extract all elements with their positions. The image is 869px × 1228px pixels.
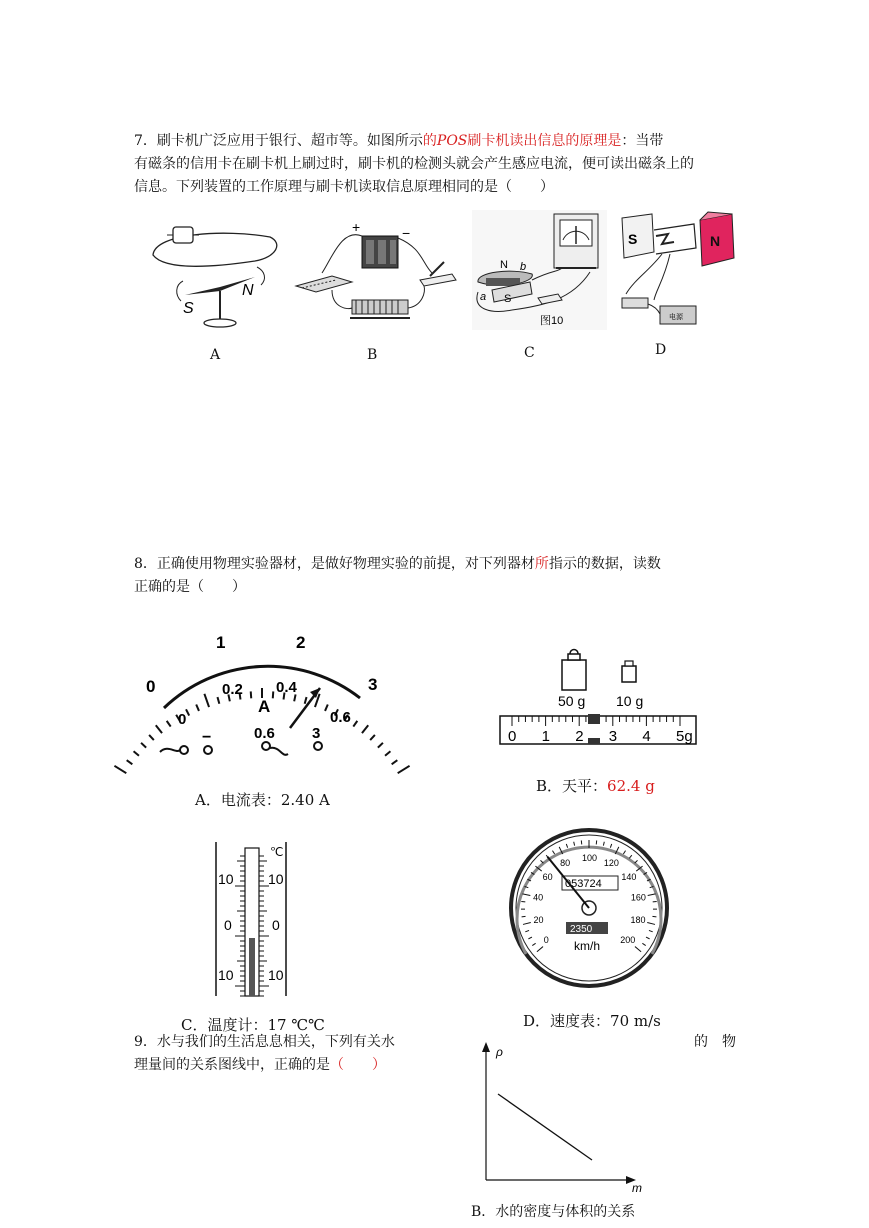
balance-scale-5: 5g xyxy=(676,728,693,745)
q7-option-b: B xyxy=(367,347,378,363)
ammeter-terminal-06: 0.6 xyxy=(254,725,275,742)
speed-num-3: 60 xyxy=(542,872,553,883)
balance-scale-4: 4 xyxy=(642,728,651,745)
speed-num-2: 40 xyxy=(533,892,544,903)
ammeter-answer: A．电流表：2.40 A xyxy=(195,791,330,809)
q7-line-1: 7．刷卡机广泛应用于银行、超市等。如图所示的POS刷卡机读出信息的原理是：当带 xyxy=(134,133,664,149)
q7-figure-b xyxy=(292,218,462,330)
ammeter-bottom-0: 0 xyxy=(178,711,187,728)
q7-line-3: 信息。下列装置的工作原理与刷卡机读取信息原理相同的是（ ） xyxy=(134,179,554,195)
ammeter-top-3: 3 xyxy=(368,675,378,694)
speedometer-figure xyxy=(508,826,670,990)
speed-num-6: 120 xyxy=(603,858,619,869)
ammeter-top-0: 0 xyxy=(146,677,156,696)
q9-line-1: 9．水与我们的生活息息相关，下列有关水 xyxy=(134,1034,395,1050)
q7-figure-d-source: 电源 xyxy=(669,314,683,321)
balance-scale-0: 0 xyxy=(508,728,517,745)
q7-figure-d-s: S xyxy=(628,231,638,247)
speed-num-8: 160 xyxy=(630,892,646,903)
q7-line-2: 有磁条的信用卡在刷卡机上刷过时，刷卡机的检测头就会产生感应电流，便可读出磁条上的 xyxy=(134,156,694,172)
ammeter-unit: A xyxy=(258,697,271,716)
trip-meter: 2350 xyxy=(570,924,593,935)
q9-line-1-right: 的 物 xyxy=(694,1034,736,1050)
q7-option-c: C xyxy=(524,345,535,361)
q7-option-d: D xyxy=(655,342,667,358)
thermo-left-10-top: 10 xyxy=(218,871,234,887)
thermometer-figure xyxy=(212,838,292,998)
q8-line-1: 8．正确使用物理实验器材，是做好物理实验的前提，对下列器材所指示的数据，读数 xyxy=(134,556,661,572)
balance-scale-1: 1 xyxy=(541,728,550,745)
speed-unit: km/h xyxy=(574,939,601,953)
weight-10g: 10 g xyxy=(616,693,644,709)
q7-figure-a xyxy=(145,215,285,335)
svg-text:+: + xyxy=(352,219,361,235)
speedometer-answer: D．速度表：70 m/s xyxy=(523,1012,661,1030)
ammeter-bottom-2: 0.4 xyxy=(276,679,297,696)
ammeter-bottom-1: 0.2 xyxy=(222,681,243,698)
speed-num-7: 140 xyxy=(621,872,637,883)
q7-figure-c-b: b xyxy=(520,261,527,273)
q7-figure-c-n: N xyxy=(500,259,508,271)
weight-50g: 50 g xyxy=(558,693,586,709)
ammeter-terminal-3: 3 xyxy=(312,725,321,742)
balance-rider xyxy=(588,714,600,724)
q7-option-a: A xyxy=(210,347,221,363)
balance-figure xyxy=(496,646,698,750)
graph-b-x-label: m xyxy=(632,1181,642,1195)
odometer: 053724 xyxy=(565,878,602,890)
q7-figure-c-caption: 图10 xyxy=(540,315,564,327)
thermometer-answer: C．温度计：17 ℃℃ xyxy=(181,1016,325,1034)
thermo-left-0: 0 xyxy=(224,917,232,933)
q9-line-2: 理量间的关系图线中，正确的是（ ） xyxy=(134,1057,386,1073)
q9-graph-b-caption: B．水的密度与体积的关系 xyxy=(471,1204,636,1220)
thermo-left-10-bottom: 10 xyxy=(218,967,234,983)
q9-graph-b xyxy=(476,1040,646,1195)
graph-b-y-label: ρ xyxy=(496,1045,503,1059)
balance-answer: B．天平：62.4 g xyxy=(536,777,655,795)
q7-figure-c-a: a xyxy=(480,291,487,303)
ammeter-top-1: 1 xyxy=(216,633,226,652)
speed-num-0: 0 xyxy=(543,935,549,946)
q7-figure-a-s: S xyxy=(183,300,194,317)
balance-scale-2: 2 xyxy=(575,728,584,745)
thermometer-unit: ℃ xyxy=(270,845,284,859)
thermo-right-10-top: 10 xyxy=(268,871,284,887)
q7-figure-c-s: S xyxy=(504,293,512,305)
q7-figure-c xyxy=(472,210,607,330)
ammeter-bottom-3: 0.6 xyxy=(330,709,351,726)
speed-num-4: 80 xyxy=(560,858,571,869)
speed-num-10: 200 xyxy=(620,935,636,946)
speed-num-1: 20 xyxy=(533,915,544,926)
thermo-right-0: 0 xyxy=(272,917,280,933)
svg-text:−: − xyxy=(402,225,411,241)
q7-figure-d-n: N xyxy=(710,233,721,249)
ammeter-top-2: 2 xyxy=(296,633,306,652)
q7-figure-a-n: N xyxy=(242,282,254,299)
thermo-right-10-bottom: 10 xyxy=(268,967,284,983)
q8-line-2: 正确的是（ ） xyxy=(134,579,246,595)
q7-figure-d xyxy=(614,210,740,330)
balance-scale-3: 3 xyxy=(608,728,618,745)
ammeter-terminal-minus: − xyxy=(202,729,212,746)
ammeter-figure xyxy=(140,628,390,768)
speed-num-5: 100 xyxy=(582,853,598,863)
speed-num-9: 180 xyxy=(630,915,646,926)
